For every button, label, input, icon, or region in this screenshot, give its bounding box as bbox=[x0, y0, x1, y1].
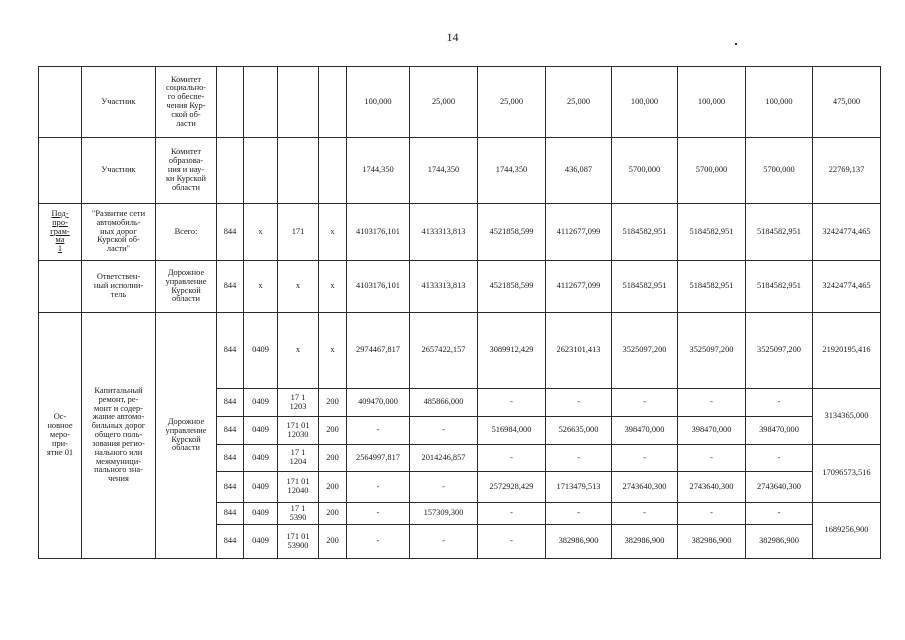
table-cell-r6-rzpr bbox=[243, 416, 278, 445]
table-cell-r7-y7 bbox=[745, 444, 813, 472]
table-cell-r2-y4 bbox=[545, 203, 612, 261]
cell-text: 1744,350 bbox=[495, 165, 528, 175]
cell-text: х bbox=[295, 281, 301, 291]
table-cell-r3-y6 bbox=[677, 260, 746, 313]
cell-text: 5700,000 bbox=[628, 165, 661, 175]
table-cell-r0-vr bbox=[318, 66, 347, 138]
table-cell-r10-csr bbox=[277, 524, 319, 559]
table-cell-r8-y4 bbox=[545, 471, 612, 503]
cell-text: 4103176,101 bbox=[356, 226, 400, 236]
cell-text: - bbox=[777, 397, 781, 407]
table-cell-r4-y5 bbox=[611, 312, 678, 389]
table-cell-r4-y7 bbox=[745, 312, 813, 389]
cell-text: - bbox=[376, 508, 380, 518]
cell-text: 1744,350 bbox=[362, 165, 394, 175]
table-cell-r2-y6 bbox=[677, 203, 746, 261]
cell-text: 0409 bbox=[252, 481, 269, 491]
table-cell-ev-c0 bbox=[38, 312, 82, 559]
table-cell-r8-y5 bbox=[611, 471, 678, 503]
table-cell-r4-total bbox=[812, 312, 881, 389]
table-cell-r9-y6 bbox=[677, 502, 746, 525]
cell-text: 2743640,300 bbox=[757, 481, 801, 491]
cell-text: 171 01 53900 bbox=[286, 531, 310, 550]
table-cell-r7-y1 bbox=[346, 444, 410, 472]
table-cell-r2-y3 bbox=[477, 203, 546, 261]
table-cell-r0-grbs bbox=[216, 66, 244, 138]
table-cell-r7-vr bbox=[318, 444, 347, 472]
cell-text: х bbox=[330, 226, 335, 236]
cell-text: 1744,350 bbox=[427, 165, 460, 175]
cell-text: х bbox=[330, 345, 335, 355]
table-cell-r2-total bbox=[812, 203, 881, 261]
table-cell-r8-y3 bbox=[477, 471, 546, 503]
cell-text: 200 bbox=[326, 452, 339, 462]
cell-text: Ответствен- ный исполни- тель bbox=[93, 272, 144, 299]
cell-text: 3134365,000 bbox=[824, 411, 869, 421]
cell-text: 382986,900 bbox=[759, 536, 799, 546]
cell-text: 4112677,099 bbox=[556, 281, 601, 291]
table-cell-r2-y5 bbox=[611, 203, 678, 261]
cell-text: - bbox=[577, 452, 580, 462]
table-cell-r9-y2 bbox=[409, 502, 478, 525]
table-cell-r10-y5 bbox=[611, 524, 678, 559]
table-cell-r8-y2 bbox=[409, 471, 478, 503]
cell-text: 2014246,857 bbox=[421, 452, 466, 462]
cell-text: - bbox=[376, 536, 380, 546]
table-cell-r10-y1 bbox=[346, 524, 410, 559]
cell-text: 5700,000 bbox=[763, 165, 795, 175]
cell-text: 4133313,813 bbox=[421, 226, 466, 236]
table-cell-r1-total bbox=[812, 137, 881, 204]
cell-text: 844 bbox=[223, 226, 237, 236]
cell-text: 25,000 bbox=[499, 96, 524, 106]
cell-text: - bbox=[510, 452, 513, 462]
table-cell-r0-csr bbox=[277, 66, 319, 138]
table-cell-r4-y3 bbox=[477, 312, 546, 389]
cell-text: - bbox=[376, 425, 380, 435]
cell-text: 844 bbox=[223, 508, 237, 518]
cell-text: - bbox=[442, 481, 445, 491]
table-cell-r9-vr bbox=[318, 502, 347, 525]
cell-text: х bbox=[258, 226, 263, 236]
cell-text: 200 bbox=[326, 508, 339, 518]
cell-text: 3089912,429 bbox=[489, 345, 534, 355]
cell-text: 0409 bbox=[252, 452, 269, 462]
table-cell-r6-y1 bbox=[346, 416, 410, 445]
table-cell-r2-y2 bbox=[409, 203, 478, 261]
table-cell-r0-y3 bbox=[477, 66, 546, 138]
table-cell-r2-grbs bbox=[216, 203, 244, 261]
table-cell-r1-c0 bbox=[38, 137, 82, 204]
cell-text: 5184582,951 bbox=[689, 281, 734, 291]
table-cell-r1-y5 bbox=[611, 137, 678, 204]
cell-text: 0409 bbox=[252, 345, 269, 355]
cell-text: - bbox=[376, 481, 380, 491]
table-cell-r6-vr bbox=[318, 416, 347, 445]
table-cell-r4-csr bbox=[277, 312, 319, 389]
cell-text: 844 bbox=[223, 536, 237, 546]
cell-text: 5184582,951 bbox=[622, 281, 667, 291]
table-cell-r1-y7 bbox=[745, 137, 813, 204]
cell-text: - bbox=[510, 397, 513, 407]
table-cell-r10-y2 bbox=[409, 524, 478, 559]
cell-text: 100,000 bbox=[364, 96, 392, 106]
cell-text: 398470,000 bbox=[759, 425, 799, 435]
cell-text: - bbox=[710, 397, 713, 407]
cell-text: "Развитие сети автомобиль- ных дорог Курской об- ласти" bbox=[91, 208, 146, 254]
cell-text: 398470,000 bbox=[691, 425, 732, 435]
table-cell-r3-y4 bbox=[545, 260, 612, 313]
page-number: 14 bbox=[446, 30, 459, 44]
cell-text: 2743640,300 bbox=[689, 481, 734, 491]
cell-text: 2743640,300 bbox=[622, 481, 667, 491]
cell-text: х bbox=[258, 281, 263, 291]
cell-text: Дорожное управление Курской области bbox=[165, 416, 207, 453]
table-cell-t78 bbox=[812, 444, 881, 503]
cell-text: - bbox=[510, 536, 513, 546]
table-cell-r9-y5 bbox=[611, 502, 678, 525]
table-cell-r3-role bbox=[81, 260, 156, 313]
cell-text: 382986,900 bbox=[558, 536, 599, 546]
cell-text: - bbox=[442, 425, 445, 435]
cell-text: 5700,000 bbox=[695, 165, 728, 175]
table-cell-r0-role bbox=[81, 66, 156, 138]
table-cell-r1-y4 bbox=[545, 137, 612, 204]
table-cell-r1-rzpr bbox=[243, 137, 278, 204]
cell-text: - bbox=[777, 452, 781, 462]
table-cell-r2-exec bbox=[155, 203, 217, 261]
cell-text: 171 01 12040 bbox=[286, 477, 310, 495]
cell-text: 2572928,429 bbox=[489, 481, 534, 491]
cell-text: Комитет образова- ния и нау- ки Курской области bbox=[165, 147, 206, 192]
cell-text: - bbox=[643, 508, 646, 518]
table-cell-r5-rzpr bbox=[243, 388, 278, 417]
table-cell-r9-y1 bbox=[346, 502, 410, 525]
cell-text: - bbox=[710, 452, 713, 462]
cell-text: 200 bbox=[326, 481, 339, 491]
cell-text: 4112677,099 bbox=[556, 226, 601, 236]
table-cell-r9-rzpr bbox=[243, 502, 278, 525]
table-cell-r3-vr bbox=[318, 260, 347, 313]
table-cell-r0-y2 bbox=[409, 66, 478, 138]
table-cell-r5-grbs bbox=[216, 388, 244, 417]
cell-text: 4521858,599 bbox=[489, 226, 534, 236]
table-cell-r4-grbs bbox=[216, 312, 244, 389]
table-cell-r3-c0 bbox=[38, 260, 82, 313]
table-cell-r4-vr bbox=[318, 312, 347, 389]
cell-text: 0409 bbox=[252, 397, 269, 407]
cell-text: 844 bbox=[223, 345, 237, 355]
cell-text: 475,000 bbox=[832, 96, 861, 106]
table-cell-r1-y6 bbox=[677, 137, 746, 204]
cell-text: 0409 bbox=[252, 508, 269, 518]
table-cell-r5-vr bbox=[318, 388, 347, 417]
table-cell-r2-csr bbox=[277, 203, 319, 261]
cell-text: 2657422,157 bbox=[421, 345, 466, 355]
table-cell-r9-grbs bbox=[216, 502, 244, 525]
table-cell-r6-grbs bbox=[216, 416, 244, 445]
table-cell-r3-y7 bbox=[745, 260, 813, 313]
table-cell-r3-rzpr bbox=[243, 260, 278, 313]
table-cell-r9-y4 bbox=[545, 502, 612, 525]
table-cell-r8-rzpr bbox=[243, 471, 278, 503]
table-cell-ev-role bbox=[81, 312, 156, 559]
table-cell-r3-total bbox=[812, 260, 881, 313]
table-cell-r6-y4 bbox=[545, 416, 612, 445]
cell-text: 17 1 1204 bbox=[289, 448, 307, 466]
table-cell-r2-role bbox=[81, 203, 156, 261]
table-cell-r8-y6 bbox=[677, 471, 746, 503]
table-cell-r2-vr bbox=[318, 203, 347, 261]
table-cell-r10-y7 bbox=[745, 524, 813, 559]
cell-text: 3525097,200 bbox=[757, 345, 801, 355]
cell-text: - bbox=[643, 397, 646, 407]
table-cell-r10-grbs bbox=[216, 524, 244, 559]
cell-text: 5184582,951 bbox=[622, 226, 667, 236]
cell-text: 844 bbox=[223, 481, 237, 491]
cell-text: 0409 bbox=[252, 536, 269, 546]
cell-text: 1713479,513 bbox=[556, 481, 601, 491]
table-cell-r4-rzpr bbox=[243, 312, 278, 389]
table-cell-r0-rzpr bbox=[243, 66, 278, 138]
table-cell-r2-y1 bbox=[346, 203, 410, 261]
table-cell-r2-rzpr bbox=[243, 203, 278, 261]
table-cell-r9-y7 bbox=[745, 502, 813, 525]
cell-text: 485866,000 bbox=[423, 397, 464, 407]
table-cell-r3-y1 bbox=[346, 260, 410, 313]
cell-text: 171 01 12030 bbox=[286, 420, 310, 439]
table-cell-r5-y6 bbox=[677, 388, 746, 417]
table-cell-r6-y2 bbox=[409, 416, 478, 445]
cell-text: 844 bbox=[223, 281, 237, 291]
table-cell-r5-csr bbox=[277, 388, 319, 417]
table-cell-r5-y4 bbox=[545, 388, 612, 417]
table-cell-r9-csr bbox=[277, 502, 319, 525]
table-cell-r10-rzpr bbox=[243, 524, 278, 559]
table-cell-r7-rzpr bbox=[243, 444, 278, 472]
table-cell-r8-csr bbox=[277, 471, 319, 503]
table-cell-r1-y1 bbox=[346, 137, 410, 204]
cell-text: - bbox=[777, 508, 781, 518]
table-cell-r1-y2 bbox=[409, 137, 478, 204]
cell-text: - bbox=[510, 508, 513, 518]
table-cell-r8-y7 bbox=[745, 471, 813, 503]
cell-text: 436,087 bbox=[564, 165, 593, 175]
cell-text: 100,000 bbox=[697, 96, 726, 106]
table-cell-r5-y2 bbox=[409, 388, 478, 417]
table-cell-r6-y5 bbox=[611, 416, 678, 445]
table-cell-r5-y7 bbox=[745, 388, 813, 417]
cell-text: 844 bbox=[223, 452, 237, 462]
cell-text: 171 bbox=[291, 226, 305, 236]
table-cell-r0-c0 bbox=[38, 66, 82, 138]
table-cell-r4-y6 bbox=[677, 312, 746, 389]
cell-text: 157309,300 bbox=[423, 508, 464, 518]
table-cell-r7-y4 bbox=[545, 444, 612, 472]
cell-text: 17096573,516 bbox=[822, 468, 871, 478]
table-cell-r3-grbs bbox=[216, 260, 244, 313]
table-cell-r4-y1 bbox=[346, 312, 410, 389]
table-cell-r9-y3 bbox=[477, 502, 546, 525]
table-cell-r0-exec bbox=[155, 66, 217, 138]
cell-text: 5184582,951 bbox=[689, 226, 734, 236]
cell-text: 526635,000 bbox=[558, 425, 599, 435]
table-cell-r10-y6 bbox=[677, 524, 746, 559]
cell-text: 844 bbox=[223, 397, 237, 407]
cell-text: Под- про- грам- ма 1 bbox=[50, 208, 70, 254]
table-cell-r3-y2 bbox=[409, 260, 478, 313]
cell-text: 2623101,413 bbox=[556, 345, 601, 355]
cell-text: 4103176,101 bbox=[356, 281, 400, 291]
table-cell-r10-y4 bbox=[545, 524, 612, 559]
cell-text: 32424774,465 bbox=[822, 226, 871, 236]
table-cell-r4-y2 bbox=[409, 312, 478, 389]
table-cell-r0-total bbox=[812, 66, 881, 138]
cell-text: 409470,000 bbox=[358, 397, 398, 407]
table-cell-r7-y2 bbox=[409, 444, 478, 472]
cell-text: 2564997,817 bbox=[356, 452, 400, 462]
table-cell-r5-y1 bbox=[346, 388, 410, 417]
table-cell-r5-y5 bbox=[611, 388, 678, 417]
cell-text: 4521858,599 bbox=[489, 281, 534, 291]
cell-text: 0409 bbox=[252, 425, 269, 435]
table-cell-ev-exec bbox=[155, 312, 217, 559]
cell-text: Всего: bbox=[174, 226, 198, 236]
cell-text: Дорожное управление Курской области bbox=[165, 267, 207, 304]
table-cell-r2-c0 bbox=[38, 203, 82, 261]
table-cell-r6-csr bbox=[277, 416, 319, 445]
table-cell-r6-y3 bbox=[477, 416, 546, 445]
cell-text: - bbox=[577, 397, 580, 407]
table-cell-r1-vr bbox=[318, 137, 347, 204]
cell-text: 382986,900 bbox=[691, 536, 732, 546]
cell-text: - bbox=[710, 508, 713, 518]
cell-text: - bbox=[577, 508, 580, 518]
cell-text: х bbox=[330, 281, 335, 291]
table-cell-r3-exec bbox=[155, 260, 217, 313]
cell-text: 516984,000 bbox=[491, 425, 532, 435]
cell-text: 5184582,951 bbox=[757, 226, 801, 236]
cell-text: Ос- новное меро- при- ятие 01 bbox=[46, 412, 74, 457]
table-cell-r4-y4 bbox=[545, 312, 612, 389]
table-cell-r0-y7 bbox=[745, 66, 813, 138]
cell-text: 25,000 bbox=[431, 96, 456, 106]
table-cell-r10-vr bbox=[318, 524, 347, 559]
cell-text: 1689256,900 bbox=[824, 525, 869, 535]
table-cell-r7-y3 bbox=[477, 444, 546, 472]
cell-text: 32424774,465 bbox=[822, 281, 871, 291]
cell-text: 100,000 bbox=[765, 96, 793, 106]
table-cell-r8-vr bbox=[318, 471, 347, 503]
table-cell-r8-grbs bbox=[216, 471, 244, 503]
cell-text: 2974467,817 bbox=[356, 345, 400, 355]
table-cell-r1-grbs bbox=[216, 137, 244, 204]
cell-text: 3525097,200 bbox=[622, 345, 667, 355]
cell-text: - bbox=[643, 452, 646, 462]
table-cell-r8-y1 bbox=[346, 471, 410, 503]
table-cell-r6-y6 bbox=[677, 416, 746, 445]
cell-text: 4133313,813 bbox=[421, 281, 466, 291]
cell-text: 100,000 bbox=[630, 96, 659, 106]
cell-text: 22769,137 bbox=[828, 165, 865, 175]
cell-text: - bbox=[442, 536, 445, 546]
table-cell-r3-csr bbox=[277, 260, 319, 313]
cell-text: 200 bbox=[326, 397, 339, 407]
cell-text: Участник bbox=[101, 96, 136, 106]
cell-text: 17 1 1203 bbox=[289, 392, 307, 411]
table-cell-r6-y7 bbox=[745, 416, 813, 445]
table-cell-r7-y6 bbox=[677, 444, 746, 472]
cell-text: 844 bbox=[223, 425, 237, 435]
table-cell-r1-csr bbox=[277, 137, 319, 204]
table-cell-r10-y3 bbox=[477, 524, 546, 559]
table-cell-r1-y3 bbox=[477, 137, 546, 204]
table-cell-r0-y1 bbox=[346, 66, 410, 138]
table-cell-r5-y3 bbox=[477, 388, 546, 417]
table-cell-r3-y3 bbox=[477, 260, 546, 313]
cell-text: Комитет социально- го обеспе- чения Кур- ской об- ласти bbox=[165, 74, 207, 128]
table-cell-r2-y7 bbox=[745, 203, 813, 261]
table-cell-r0-y4 bbox=[545, 66, 612, 138]
table-cell-r1-role bbox=[81, 137, 156, 204]
cell-text: 21920195,416 bbox=[822, 345, 871, 355]
table-cell-t56 bbox=[812, 388, 881, 445]
cell-text: 200 bbox=[326, 536, 339, 546]
table-cell-r7-grbs bbox=[216, 444, 244, 472]
cell-text: Участник bbox=[101, 165, 136, 175]
cell-text: 398470,000 bbox=[624, 425, 665, 435]
table-cell-t910 bbox=[812, 502, 881, 559]
cell-text: 3525097,200 bbox=[689, 345, 734, 355]
cell-text: 5184582,951 bbox=[757, 281, 801, 291]
table-cell-r0-y6 bbox=[677, 66, 746, 138]
table-cell-r3-y5 bbox=[611, 260, 678, 313]
table-cell-r0-y5 bbox=[611, 66, 678, 138]
table-cell-r7-csr bbox=[277, 444, 319, 472]
cell-text: 200 bbox=[326, 425, 339, 435]
cell-text: 382986,900 bbox=[624, 536, 665, 546]
cell-text: х bbox=[295, 345, 301, 355]
cell-text: 17 1 5390 bbox=[289, 503, 307, 522]
cell-text: 25,000 bbox=[566, 96, 591, 106]
cell-text: Капитальный ремонт, ре- монт и содер- жание автомо- бильных дорог общего поль- зования регио- нального или межмуници- пального зна- чения bbox=[91, 386, 146, 484]
table-cell-r7-y5 bbox=[611, 444, 678, 472]
table-cell-r1-exec bbox=[155, 137, 217, 204]
